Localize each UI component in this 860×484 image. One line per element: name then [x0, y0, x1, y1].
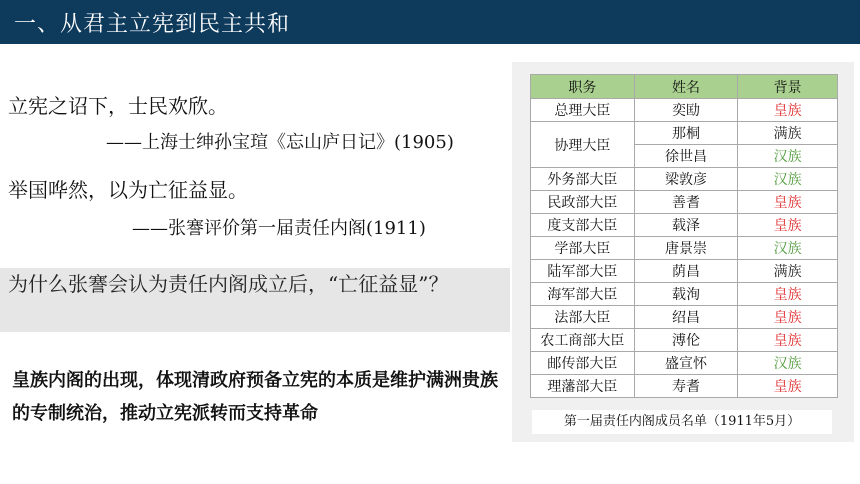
cell-name: 那桐: [634, 122, 738, 145]
cell-background: 汉族: [738, 168, 838, 191]
cell-background: 满族: [738, 122, 838, 145]
cell-name: 善耆: [634, 191, 738, 214]
title-bar: [0, 0, 860, 44]
cell-background: 皇族: [738, 283, 838, 306]
table-header-row: [531, 75, 838, 99]
quote-2-source: ——张謇评价第一届责任内阁(1911): [132, 218, 426, 239]
header-name: 姓名: [634, 75, 738, 99]
cell-position: 邮传部大臣: [531, 352, 635, 375]
cell-background: 汉族: [738, 237, 838, 260]
table-row: [531, 352, 838, 375]
cell-background: 皇族: [738, 375, 838, 398]
cell-name: 寿耆: [634, 375, 738, 398]
cell-name: 梁敦彦: [634, 168, 738, 191]
cell-background: 皇族: [738, 214, 838, 237]
table-row: [531, 99, 838, 122]
cell-background: 汉族: [738, 145, 838, 168]
cell-name: 绍昌: [634, 306, 738, 329]
cell-position: 民政部大臣: [531, 191, 635, 214]
cell-background: 满族: [738, 260, 838, 283]
table-row: [531, 375, 838, 398]
cell-position: 理藩部大臣: [531, 375, 635, 398]
cell-background: 皇族: [738, 191, 838, 214]
cell-background: 皇族: [738, 306, 838, 329]
cell-name: 溥伦: [634, 329, 738, 352]
cell-name: 徐世昌: [634, 145, 738, 168]
table-row: [531, 214, 838, 237]
quote-1-source: ——上海士绅孙宝瑄《忘山庐日记》(1905): [106, 132, 454, 153]
cell-name: 载洵: [634, 283, 738, 306]
table-row: [531, 260, 838, 283]
table-row: [531, 191, 838, 214]
cell-name: 奕劻: [634, 99, 738, 122]
cell-name: 荫昌: [634, 260, 738, 283]
cell-background: 皇族: [738, 329, 838, 352]
question-box: [0, 268, 510, 332]
cabinet-table: [530, 74, 838, 398]
cell-name: 载泽: [634, 214, 738, 237]
quote-1-text: 立宪之诏下，士民欢欣。: [8, 94, 228, 118]
page-title: 一、从君主立宪到民主共和: [14, 12, 291, 37]
cell-position: 协理大臣: [531, 122, 635, 168]
cell-position: 海军部大臣: [531, 283, 635, 306]
cell-name: 唐景崇: [634, 237, 738, 260]
header-background: 背景: [738, 75, 838, 99]
question-text: 为什么张謇会认为责任内阁成立后，“亡征益显”？: [8, 272, 449, 296]
table-row: [531, 122, 838, 145]
cell-position: 农工商部大臣: [531, 329, 635, 352]
cell-background: 皇族: [738, 99, 838, 122]
table-row: [531, 283, 838, 306]
table-caption: 第一届责任内阁成员名单（1911年5月）: [532, 410, 832, 434]
header-position: 职务: [531, 75, 635, 99]
cell-position: 总理大臣: [531, 99, 635, 122]
table-row: [531, 306, 838, 329]
table-row: [531, 168, 838, 191]
cell-position: 外务部大臣: [531, 168, 635, 191]
cell-position: 学部大臣: [531, 237, 635, 260]
answer-text: 皇族内阁的出现，体现清政府预备立宪的本质是维护满洲贵族的专制统治，推动立宪派转而支持革命: [12, 370, 498, 424]
quote-2-text: 举国哗然，以为亡征益显。: [8, 178, 248, 202]
cell-position: 陆军部大臣: [531, 260, 635, 283]
cell-position: 法部大臣: [531, 306, 635, 329]
table-row: [531, 237, 838, 260]
cell-position: 度支部大臣: [531, 214, 635, 237]
cell-name: 盛宣怀: [634, 352, 738, 375]
table-row: [531, 329, 838, 352]
cell-background: 汉族: [738, 352, 838, 375]
